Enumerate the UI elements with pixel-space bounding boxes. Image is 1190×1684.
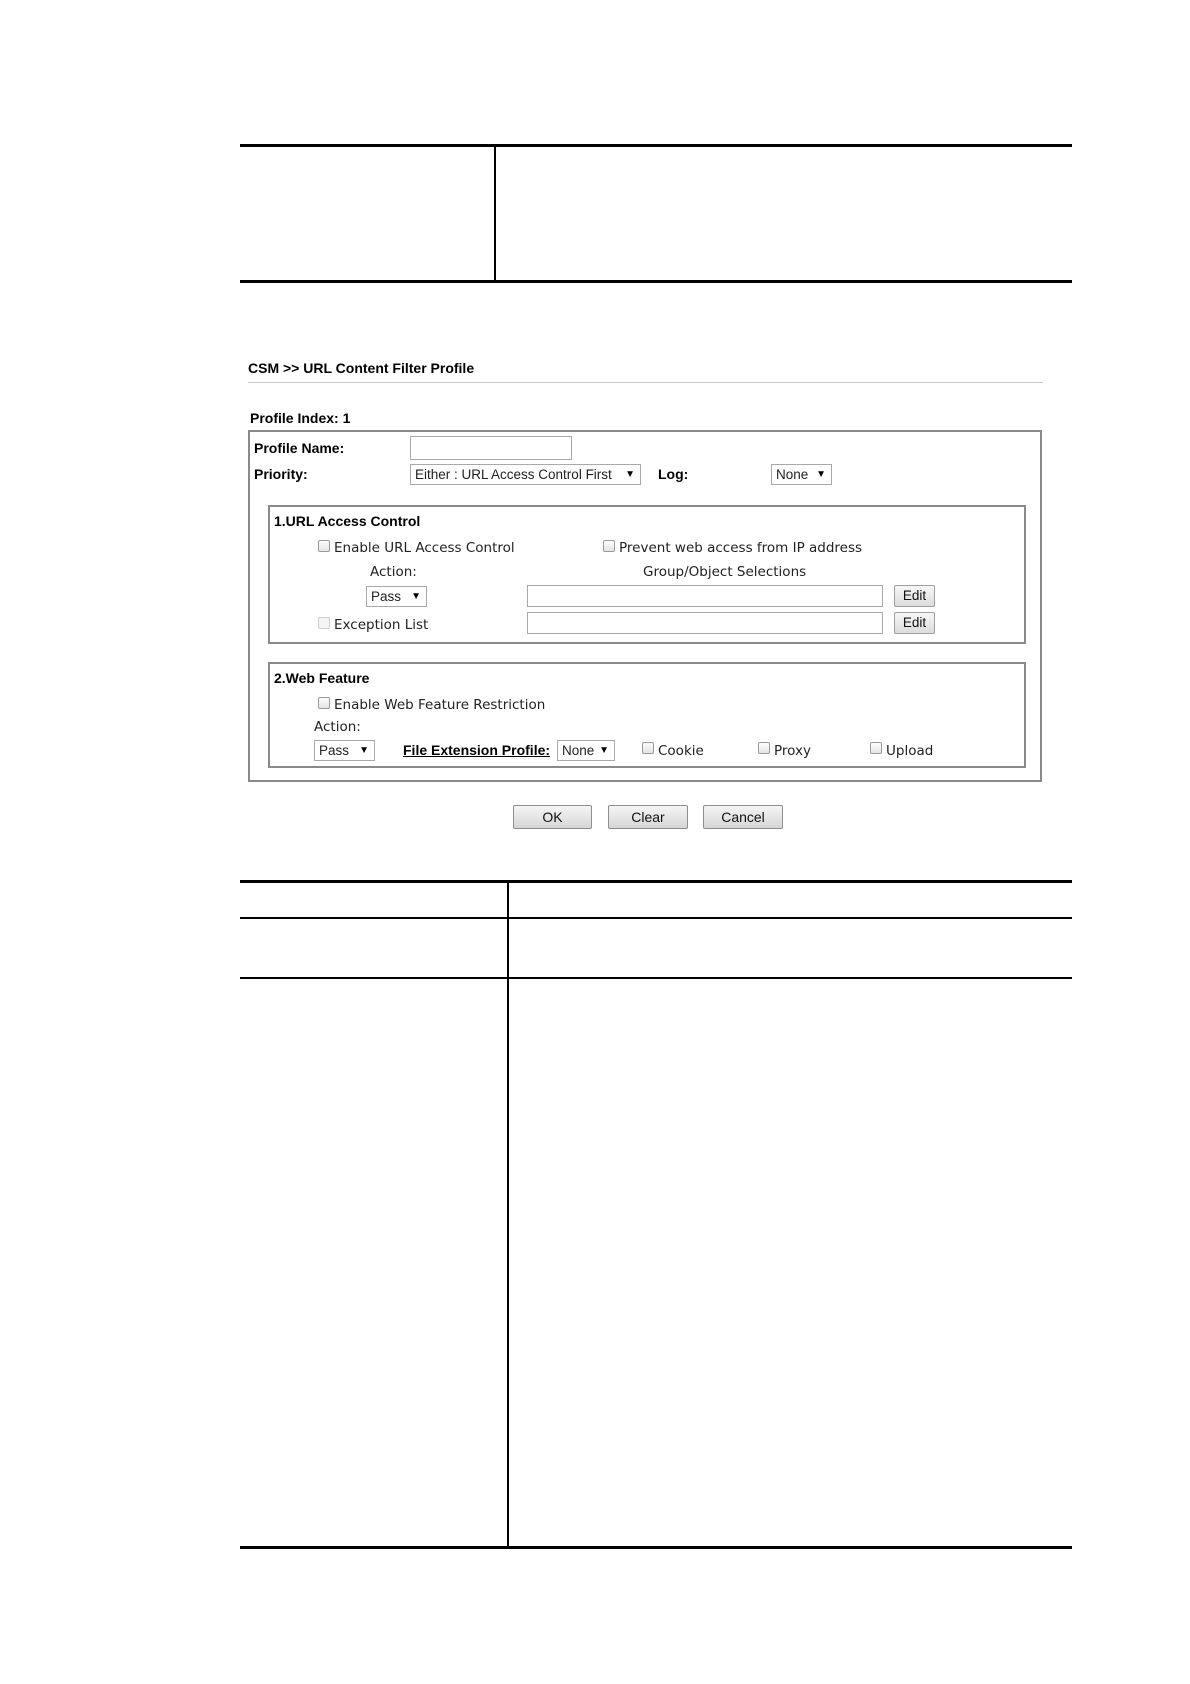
prevent-ip-access-checkbox[interactable] [603,540,615,552]
url-access-control-title: 1.URL Access Control [274,513,421,529]
group-object-input[interactable] [527,585,883,607]
profile-index-label: Profile Index: 1 [250,410,351,426]
chevron-down-icon: ▼ [599,745,609,756]
group-object-edit-button[interactable]: Edit [894,585,935,607]
top-table-rule-top [240,144,1072,147]
bottom-table-divider [507,882,509,1548]
action-label: Action: [370,564,417,580]
exception-list-checkbox[interactable] [318,617,330,629]
exception-list-label: Exception List [334,617,429,633]
url-action-selected-value: Pass [371,589,402,604]
proxy-label: Proxy [774,743,811,759]
priority-selected-value: Either : URL Access Control First [415,467,612,482]
log-select[interactable] [771,464,832,485]
top-table-divider [494,146,496,282]
priority-label: Priority: [254,466,308,482]
clear-button[interactable]: Clear [608,805,688,829]
ok-button[interactable]: OK [513,805,592,829]
chevron-down-icon: ▼ [411,591,421,602]
enable-url-access-control-checkbox[interactable] [318,540,330,552]
chevron-down-icon: ▼ [625,469,635,480]
bottom-table-row-rule [240,977,1072,979]
upload-label: Upload [886,743,934,759]
cancel-button[interactable]: Cancel [703,805,783,829]
breadcrumb-divider [248,382,1043,383]
breadcrumb: CSM >> URL Content Filter Profile [248,360,475,376]
profile-name-input[interactable] [410,436,572,460]
web-action-select[interactable] [314,740,375,761]
exception-list-input[interactable] [527,612,883,634]
cookie-checkbox[interactable] [642,742,654,754]
enable-web-feature-checkbox[interactable] [318,697,330,709]
exception-list-edit-button[interactable]: Edit [894,612,935,634]
enable-url-access-control-label: Enable URL Access Control [334,540,515,556]
url-action-select[interactable] [366,586,427,607]
profile-form-box [248,430,1042,782]
proxy-checkbox[interactable] [758,742,770,754]
chevron-down-icon: ▼ [816,469,826,480]
bottom-table-rule-top [240,880,1072,883]
log-selected-value: None [776,467,809,482]
cookie-label: Cookie [658,743,704,759]
url-content-filter-profile-panel [240,352,1040,832]
group-object-selections-label: Group/Object Selections [643,564,807,580]
priority-select[interactable] [410,464,641,485]
chevron-down-icon: ▼ [359,745,369,756]
file-extension-profile-link[interactable]: File Extension Profile: [403,742,551,758]
web-action-label: Action: [314,719,361,735]
file-extension-selected-value: None [562,743,595,758]
enable-web-feature-label: Enable Web Feature Restriction [334,697,546,713]
bottom-table-rule-bottom [240,1546,1072,1549]
top-table-rule-bottom [240,280,1072,283]
web-feature-section [268,662,1026,768]
file-extension-profile-select[interactable] [557,740,615,761]
url-access-control-section [268,505,1026,644]
web-action-selected-value: Pass [319,743,350,758]
profile-name-label: Profile Name: [254,440,345,456]
log-label: Log: [658,466,689,482]
prevent-ip-access-label: Prevent web access from IP address [619,540,863,556]
bottom-table-header-rule [240,917,1072,919]
web-feature-title: 2.Web Feature [274,670,370,686]
upload-checkbox[interactable] [870,742,882,754]
